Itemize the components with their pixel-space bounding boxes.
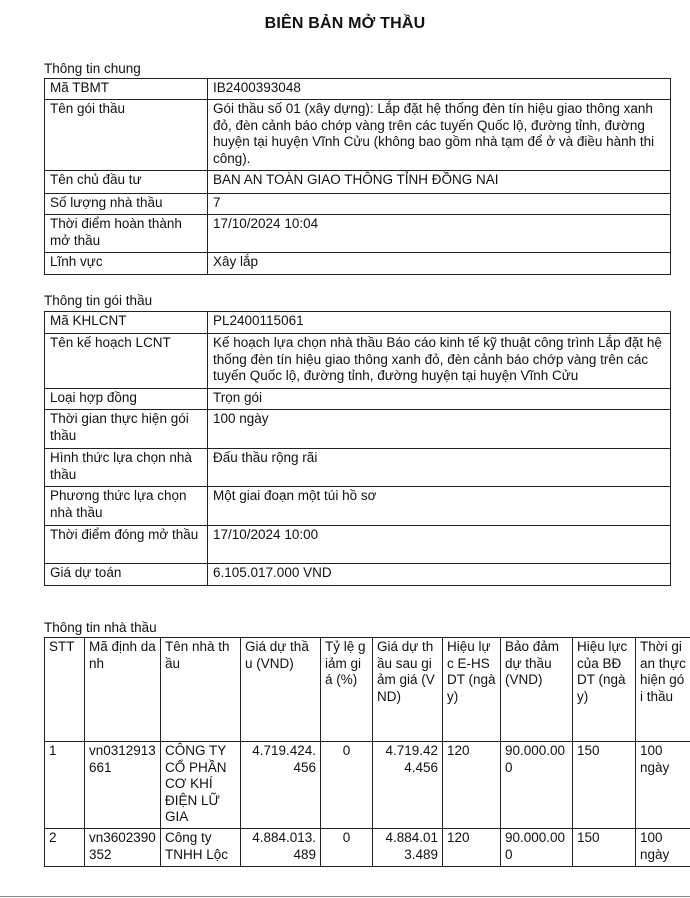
execution-duration: 100 ngày [636,742,690,829]
column-header: Bảo đảm dự thầu (VND) [501,638,573,742]
column-header: Thời gian thực hiện gói thầu [636,638,690,742]
table-row [45,79,671,100]
column-header: Tỷ lệ giảm giá (%) [321,638,373,742]
field-value: Một giai đoạn một túi hồ sơ [208,487,671,526]
field-label: Phương thức lựa chọn nhà thầu [45,487,208,526]
field-label: Số lượng nhà thầu [45,194,208,215]
field-value: IB2400393048 [208,79,671,100]
field-label: Hình thức lựa chọn nhà thầu [45,449,208,487]
document-title: BIÊN BẢN MỞ THẦU [264,15,426,32]
field-label: Lĩnh vực [45,253,208,275]
column-header: STT [45,638,85,742]
field-value: Kế hoạch lựa chọn nhà thầu Báo cáo kinh tế kỹ thuật công trình Lắp đặt hệ thống đèn tín hiệu giao thông xanh đỏ, đèn cảnh báo chớp vàng trên các tuyến Quốc lộ, đường tỉnh, đường huyện tại huyện Vĩnh Cửu [208,334,671,389]
field-value: BAN AN TOÀN GIAO THÔNG TỈNH ĐỒNG NAI [208,171,671,194]
field-value: 100 ngày [208,410,671,449]
price-after-discount: 4.719.424.456 [373,742,443,829]
bid-price: 4.719.424.456 [241,742,321,829]
table-row [45,410,671,449]
table-row [45,100,671,171]
bid-price: 4.884.013.489 [241,829,321,867]
package-section-label: Thông tin gói thầu [44,293,153,308]
field-value: 17/10/2024 10:04 [208,215,671,253]
field-value: 6.105.017.000 VND [208,564,671,586]
column-header: Tên nhà thầu [161,638,241,742]
bidder-stt: 1 [45,742,85,829]
bid-guarantee: 90.000.000 [501,742,573,829]
table-row [45,171,671,194]
field-label: Thời điểm hoàn thành mở thầu [45,215,208,253]
field-value: Đấu thầu rộng rãi [208,449,671,487]
table-row [45,449,671,487]
discount-rate: 0 [321,742,373,829]
bidder-code: vn3602390352 [85,829,161,867]
bidder-stt: 2 [45,829,85,867]
field-label: Mã KHLCNT [45,312,208,334]
ehsdt-validity: 120 [443,742,501,829]
field-label: Loại hợp đồng [45,389,208,410]
column-header: Giá dự thầu sau giảm giá (VND) [373,638,443,742]
bidder-code: vn0312913661 [85,742,161,829]
field-label: Tên chủ đầu tư [45,171,208,194]
field-value: Gói thầu số 01 (xây dựng): Lắp đặt hệ thống đèn tín hiệu giao thông xanh đỏ, đèn cảnh báo chớp vàng trên các tuyến Quốc lộ, đường tỉnh, đường huyện tại huyện Vĩnh Cửu (không bao gồm nhà tạm để ở và điều hành thi công). [208,100,671,171]
field-label: Giá dự toán [45,564,208,586]
ehsdt-validity: 120 [443,829,501,867]
bidders-table [44,637,690,867]
table-row [45,194,671,215]
field-value: Trọn gói [208,389,671,410]
table-row [45,389,671,410]
page-bottom-divider [0,896,690,897]
field-label: Thời gian thực hiện gói thầu [45,410,208,449]
table-row [45,829,690,867]
field-value: Xây lắp [208,253,671,275]
table-row [45,253,671,275]
package-info-table [44,311,671,586]
field-value: 7 [208,194,671,215]
table-row [45,215,671,253]
field-label: Tên kế hoạch LCNT [45,334,208,389]
execution-duration: 100 ngày [636,829,690,867]
bidders-section-label: Thông tin nhà thầu [44,620,157,635]
general-section-label: Thông tin chung [44,61,141,76]
column-header: Hiệu lực của BĐ DT (ngày) [573,638,636,742]
field-label: Mã TBMT [45,79,208,100]
general-info-table [44,78,671,275]
table-row [45,312,671,334]
discount-rate: 0 [321,829,373,867]
table-header-row [45,638,690,742]
bidder-name: CÔNG TY CỔ PHẦN CƠ KHÍ ĐIỆN LỮ GIA [161,742,241,829]
price-after-discount: 4.884.013.489 [373,829,443,867]
guarantee-validity: 150 [573,829,636,867]
column-header: Giá dự thầu (VND) [241,638,321,742]
guarantee-validity: 150 [573,742,636,829]
field-value: 17/10/2024 10:00 [208,526,671,564]
table-row [45,742,690,829]
field-label: Thời điểm đóng mở thầu [45,526,208,564]
table-row [45,526,671,564]
field-label: Tên gói thầu [45,100,208,171]
column-header: Hiệu lực E-HSDT (ngày) [443,638,501,742]
table-row [45,334,671,389]
bidder-name: Công ty TNHH Lộc [161,829,241,867]
table-row [45,487,671,526]
field-value: PL2400115061 [208,312,671,334]
bid-guarantee: 90.000.000 [501,829,573,867]
table-row [45,564,671,586]
column-header: Mã định danh [85,638,161,742]
